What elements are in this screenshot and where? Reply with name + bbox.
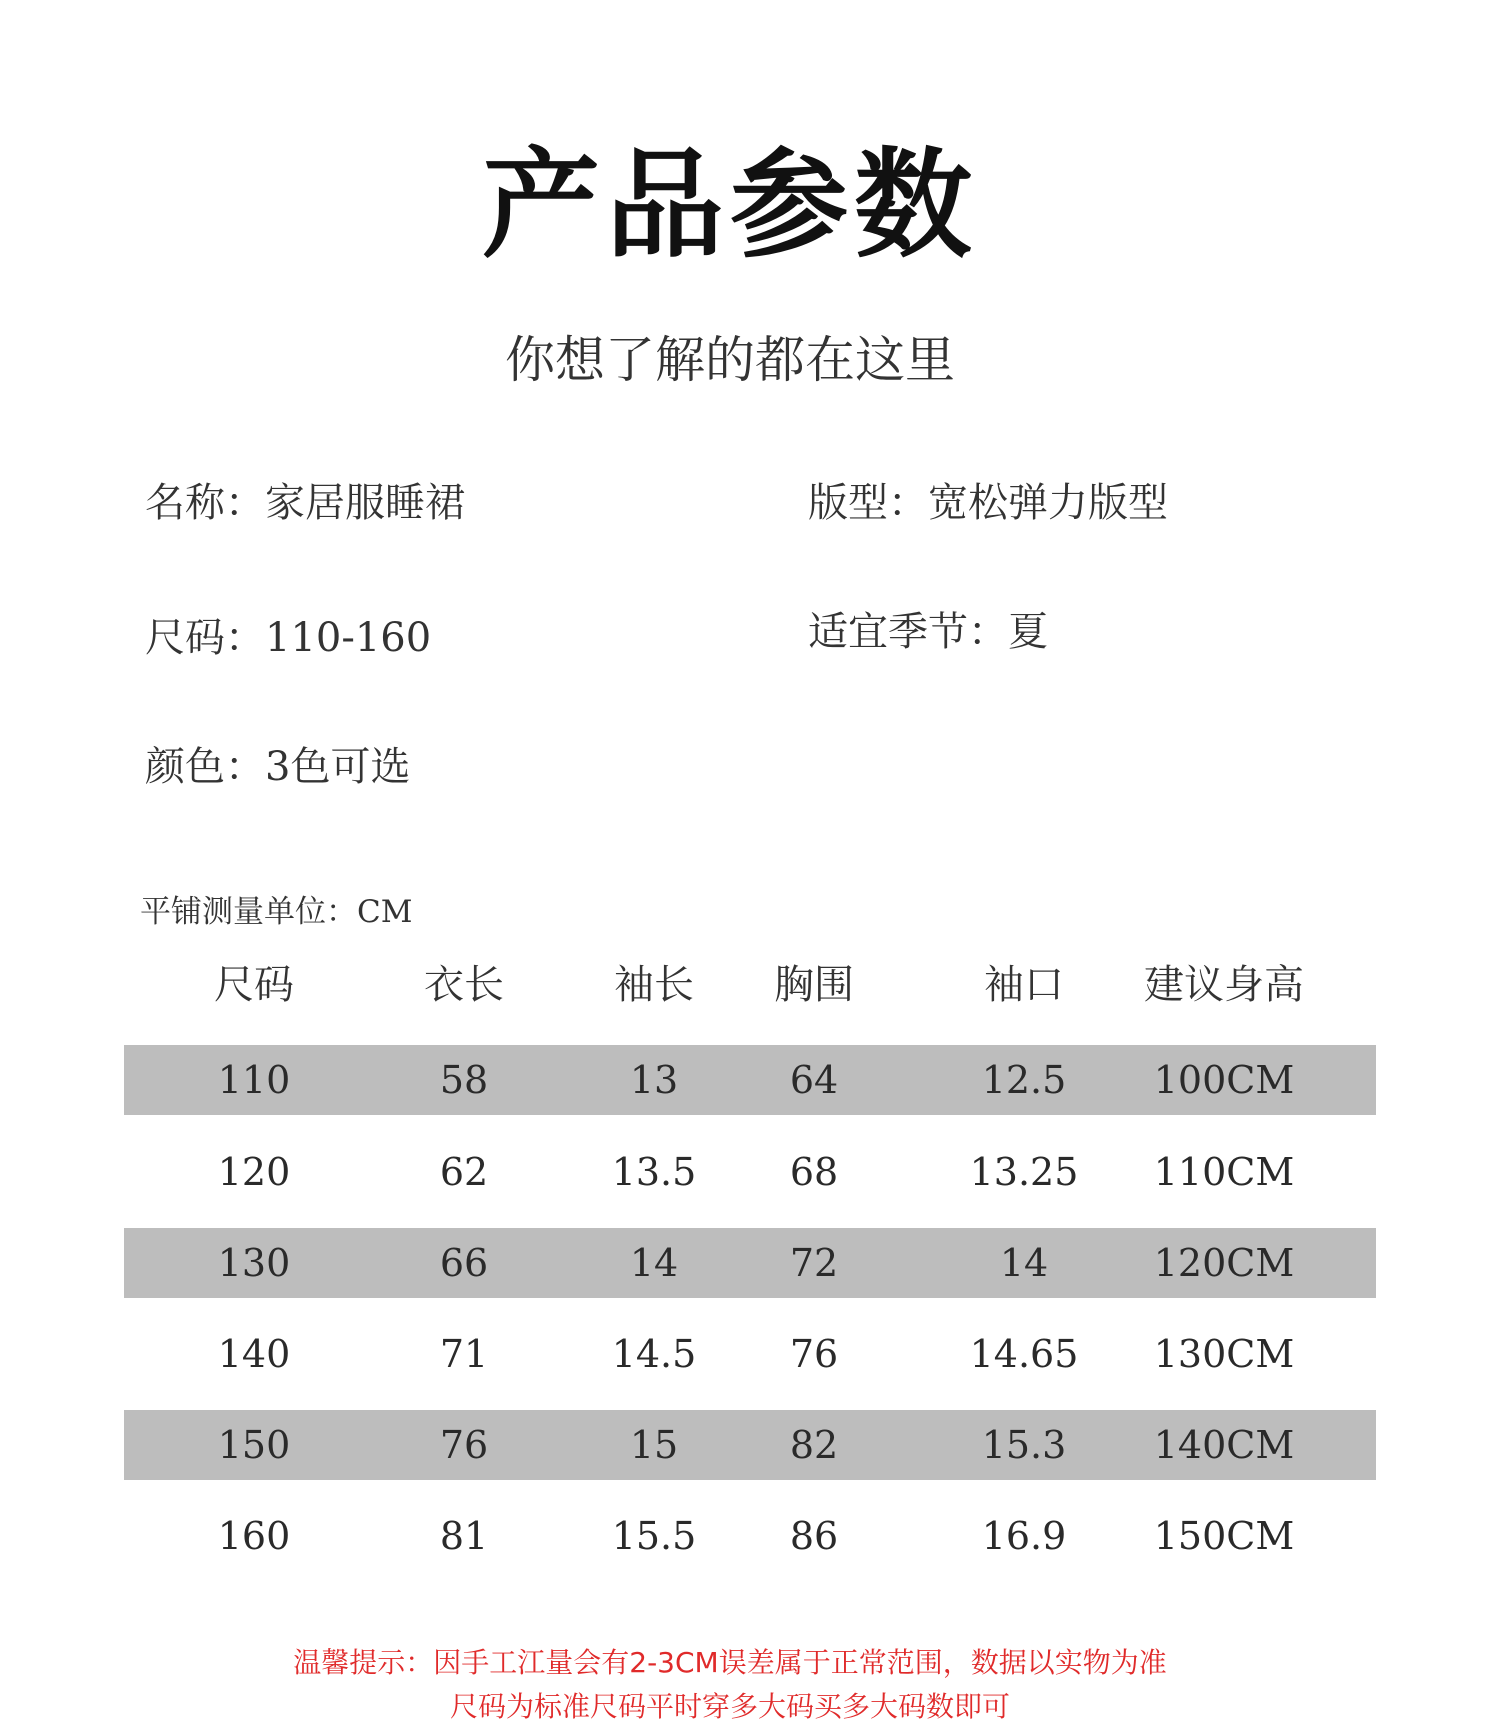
cell-bust: 64 [789, 1058, 839, 1102]
header-bust: 胸围 [774, 962, 854, 1008]
cell-length: 81 [439, 1514, 489, 1558]
notice-size-advice: 尺码为标准尺码平时穿多大码买多大码数即可 [449, 1690, 1010, 1723]
cell-sleeve-length: 13 [629, 1058, 679, 1102]
cell-suggested-height: 140CM [1153, 1423, 1295, 1467]
spec-fit: 版型：宽松弹力版型 [808, 480, 1168, 526]
header-cuff: 袖口 [984, 962, 1064, 1008]
cell-suggested-height: 130CM [1153, 1332, 1295, 1376]
cell-size: 130 [217, 1241, 291, 1285]
cell-suggested-height: 150CM [1153, 1514, 1295, 1558]
header-length: 衣长 [424, 962, 504, 1008]
cell-length: 62 [439, 1150, 489, 1194]
cell-size: 140 [217, 1332, 291, 1376]
size-table-header [124, 955, 1376, 1037]
header-size: 尺码 [214, 962, 294, 1008]
cell-sleeve-length: 13.5 [611, 1150, 697, 1194]
spec-color: 颜色：3色可选 [145, 744, 411, 790]
cell-size: 150 [217, 1423, 291, 1467]
notice-measurement-error: 温馨提示：因手工江量会有2-3CM误差属于正常范围，数据以实物为准 [293, 1646, 1167, 1679]
cell-suggested-height: 110CM [1153, 1150, 1295, 1194]
cell-size: 110 [217, 1058, 291, 1102]
cell-bust: 82 [789, 1423, 839, 1467]
cell-cuff: 14.65 [969, 1332, 1079, 1376]
cell-suggested-height: 120CM [1153, 1241, 1295, 1285]
cell-length: 76 [439, 1423, 489, 1467]
table-row [124, 1501, 1376, 1571]
cell-cuff: 13.25 [969, 1150, 1079, 1194]
cell-cuff: 16.9 [981, 1514, 1067, 1558]
cell-bust: 86 [789, 1514, 839, 1558]
spec-size: 尺码：110-160 [145, 615, 432, 661]
cell-length: 71 [439, 1332, 489, 1376]
page-subtitle: 你想了解的都在这里 [505, 331, 955, 389]
header-sleeve-length: 袖长 [614, 962, 694, 1008]
cell-bust: 76 [789, 1332, 839, 1376]
cell-bust: 68 [789, 1150, 839, 1194]
cell-cuff: 14 [999, 1241, 1049, 1285]
table-row [124, 1319, 1376, 1389]
cell-cuff: 12.5 [981, 1058, 1067, 1102]
cell-sleeve-length: 15 [629, 1423, 679, 1467]
cell-sleeve-length: 14 [629, 1241, 679, 1285]
cell-sleeve-length: 15.5 [611, 1514, 697, 1558]
spec-name: 名称：家居服睡裙 [145, 480, 465, 526]
table-row [124, 1410, 1376, 1480]
measurement-unit-note: 平铺测量单位：CM [140, 894, 413, 930]
page-title: 产品参数 [481, 136, 978, 274]
table-row [124, 1228, 1376, 1298]
spec-season: 适宜季节：夏 [808, 609, 1048, 655]
cell-length: 66 [439, 1241, 489, 1285]
table-row [124, 1137, 1376, 1207]
size-table [124, 955, 1376, 1558]
cell-bust: 72 [789, 1241, 839, 1285]
cell-cuff: 15.3 [981, 1423, 1067, 1467]
cell-size: 160 [217, 1514, 291, 1558]
table-row [124, 1045, 1376, 1115]
cell-length: 58 [439, 1058, 489, 1102]
header-suggested-height: 建议身高 [1144, 962, 1304, 1008]
cell-sleeve-length: 14.5 [611, 1332, 697, 1376]
cell-size: 120 [217, 1150, 291, 1194]
cell-suggested-height: 100CM [1153, 1058, 1295, 1102]
